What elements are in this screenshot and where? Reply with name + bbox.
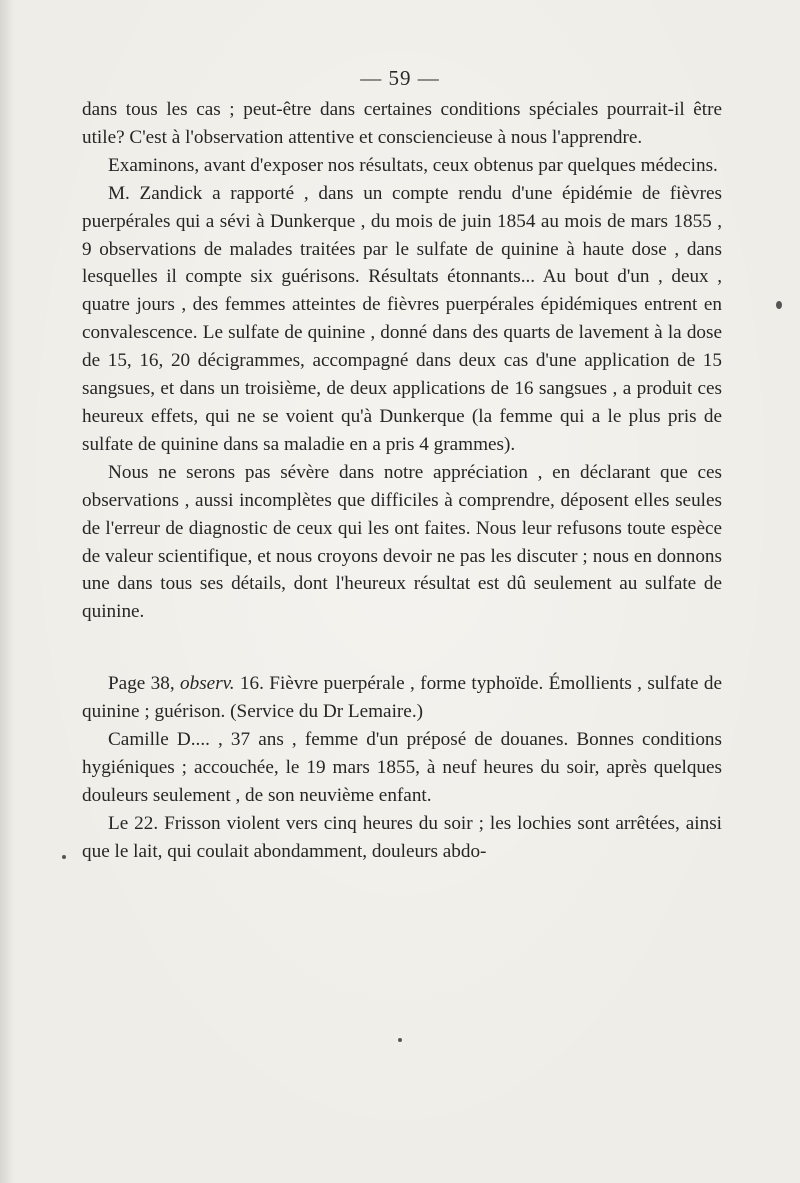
observation-lead-rest: 16. Fièvre puerpérale , forme typhoïde. Émollients , sulfate de quinine ; guérison. (Service du Dr Lemaire.) <box>82 673 722 723</box>
paragraph-examinons: Examinons, avant d'exposer nos résultats, ceux obtenus par quelques médecins. <box>108 154 718 176</box>
ink-speck <box>62 855 66 859</box>
ink-speck <box>776 301 782 309</box>
paragraph-appreciation: Nous ne serons pas sévère dans notre appréciation , en déclarant que ces observations , aussi incomplètes que difficiles à comprendre, déposent elles seules de l'erreur de diagnostic de ceux qui les ont faites. Nous leur refusons toute espèce de valeur scientifique, et nous croyons devoir ne pas les discuter ; nous en donnons une dans tous ses détails, dont l'heureux résultat est dû seulement au sulfate de quinine. <box>82 461 722 623</box>
paragraph-zandick-report: M. Zandick a rapporté , dans un compte rendu d'une épidémie de fièvres puerpérales qui a sévi à Dunkerque , du mois de juin 1854 au mois de mars 1855 , 9 observations de malades traitées par le sulfate de quinine à haute dose , dans lesquelles il compte six guérisons. Résultats étonnants... Au bout d'un , deux , quatre jours , des femmes atteintes de fièvres puerpérales épidémiques entrent en convalescence. Le sulfate de quinine , donné dans des quarts de lavement à la dose de 15, 16, 20 décigrammes, accompagné dans deux cas d'une application de 15 sangsues, et dans un troisième, de deux applications de 16 sangsues , a produit ces heureux effets, qui ne se voient qu'à Dunkerque (la femme qui a le plus pris de sulfate de quinine dans sa maladie en a pris 4 grammes). <box>82 182 722 455</box>
page-number: — 59 — <box>360 66 440 90</box>
page-edge-shadow <box>0 0 14 1183</box>
observation-lead: Page 38, <box>108 673 181 695</box>
paragraph-intro-continuation: dans tous les cas ; peut-être dans certaines conditions spéciales pourrait-il être utile? C'est à l'observation attentive et consciencieuse à nous l'apprendre. <box>82 99 722 148</box>
ink-speck <box>398 1038 402 1042</box>
observation-lead-italic: observ. <box>180 673 235 695</box>
section-gap <box>82 626 722 670</box>
observation-day-22: Le 22. Frisson violent vers cinq heures du soir ; les lochies sont arrêtées, ainsi que le lait, qui coulait abondamment, douleurs abdo- <box>82 812 722 862</box>
observation-heading <box>82 670 722 726</box>
observation-patient: Camille D.... , 37 ans , femme d'un préposé de douanes. Bonnes conditions hygiéniques ; accouchée, le 19 mars 1855, à neuf heures du soir, après quelques douleurs seulement , de son neuvième enfant. <box>82 729 722 806</box>
page-body <box>82 96 722 866</box>
